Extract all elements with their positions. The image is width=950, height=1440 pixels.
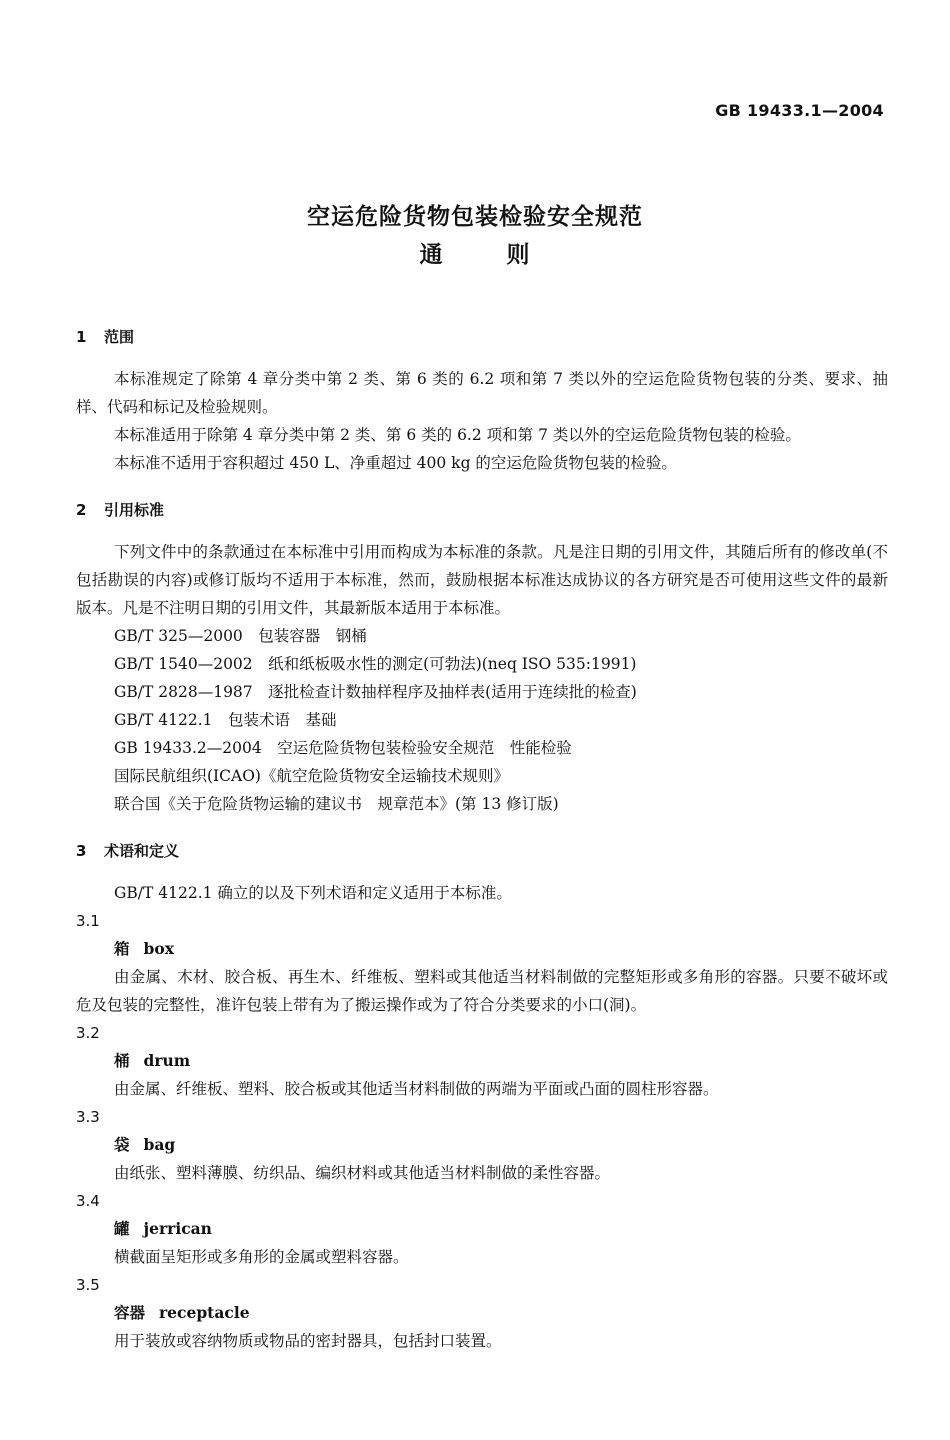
term-en: jerrican [143,1219,212,1238]
section-1-heading [76,326,888,347]
section-3-heading [76,840,888,861]
term-heading [76,1131,888,1159]
term-zh: 容器 [114,1303,146,1322]
term-heading [76,935,888,963]
section-title: 范围 [104,328,135,346]
reference-item: 国际民航组织(ICAO)《航空危险货物安全运输技术规则》 [114,767,509,785]
term-en: drum [143,1051,191,1070]
reference-item: GB/T 2828—1987 逐批检查计数抽样程序及抽样表(适用于连续批的检查) [114,683,637,701]
section-number: 2 [76,501,87,519]
term-heading [76,1299,888,1327]
paragraph: 本标准规定了除第 4 章分类中第 2 类、第 6 类的 6.2 项和第 7 类以外的空运危险货物包装的分类、要求、抽样、代码和标记及检验规则。 [76,370,888,416]
term-number: 3.2 [76,1024,100,1042]
reference-item: GB 19433.2—2004 空运危险货物包装检验安全规范 性能检验 [114,739,572,757]
term-definition: 用于装放或容纳物质或物品的密封器具，包括封口装置。 [114,1332,502,1350]
term-en: bag [143,1135,176,1154]
term-en: box [143,939,174,958]
paragraph: GB/T 4122.1 确立的以及下列术语和定义适用于本标准。 [114,884,512,902]
term-definition: 由金属、纤维板、塑料、胶合板或其他适当材料制做的两端为平面或凸面的圆柱形容器。 [114,1080,719,1098]
term-definition: 由纸张、塑料薄膜、纺织品、编织材料或其他适当材料制做的柔性容器。 [114,1164,611,1182]
document-title: 空运危险货物包装检验安全规范 [307,204,643,230]
term-number: 3.1 [76,912,100,930]
term-zh: 桶 [114,1051,130,1070]
reference-item: GB/T 4122.1 包装术语 基础 [114,711,337,729]
section-2-heading [76,499,888,520]
section-title: 引用标准 [104,501,165,519]
paragraph: 下列文件中的条款通过在本标准中引用而构成为本标准的条款。凡是注日期的引用文件，其随后所有的修改单(不包括勘误的内容)或修订版均不适用于本标准，然而，鼓励根据本标准达成协议的各方研究是否可使用这些文件的最新版本。凡是不注明日期的引用文件，其最新版本适用于本标准。 [76,543,888,617]
reference-item: GB/T 1540—2002 纸和纸板吸水性的测定(可勃法)(neq ISO 535:1991) [114,655,637,673]
standard-code: GB 19433.1—2004 [715,101,884,120]
document-body [76,326,888,1355]
term-heading [76,1047,888,1075]
term-definition: 由金属、木材、胶合板、再生木、纤维板、塑料或其他适当材料制做的完整矩形或多角形的容器。只要不破坏或危及包装的完整性，准许包装上带有为了搬运操作或为了符合分类要求的小口(洞)。 [76,968,888,1014]
section-number: 3 [76,842,87,860]
term-number: 3.3 [76,1108,100,1126]
term-zh: 罐 [114,1219,130,1238]
term-number: 3.5 [76,1276,100,1294]
term-zh: 箱 [114,939,130,958]
reference-item: 联合国《关于危险货物运输的建议书 规章范本》(第 13 修订版) [114,795,559,813]
section-title: 术语和定义 [104,842,180,860]
document-subtitle: 通 则 [419,242,531,268]
term-number: 3.4 [76,1192,100,1210]
term-zh: 袋 [114,1135,130,1154]
term-heading [76,1215,888,1243]
paragraph: 本标准不适用于容积超过 450 L、净重超过 400 kg 的空运危险货物包装的检验。 [114,454,677,472]
paragraph: 本标准适用于除第 4 章分类中第 2 类、第 6 类的 6.2 项和第 7 类以外的空运危险货物包装的检验。 [114,426,801,444]
section-number: 1 [76,328,87,346]
term-en: receptacle [159,1303,250,1322]
reference-item: GB/T 325—2000 包装容器 钢桶 [114,627,367,645]
term-definition: 横截面呈矩形或多角形的金属或塑料容器。 [114,1248,409,1266]
